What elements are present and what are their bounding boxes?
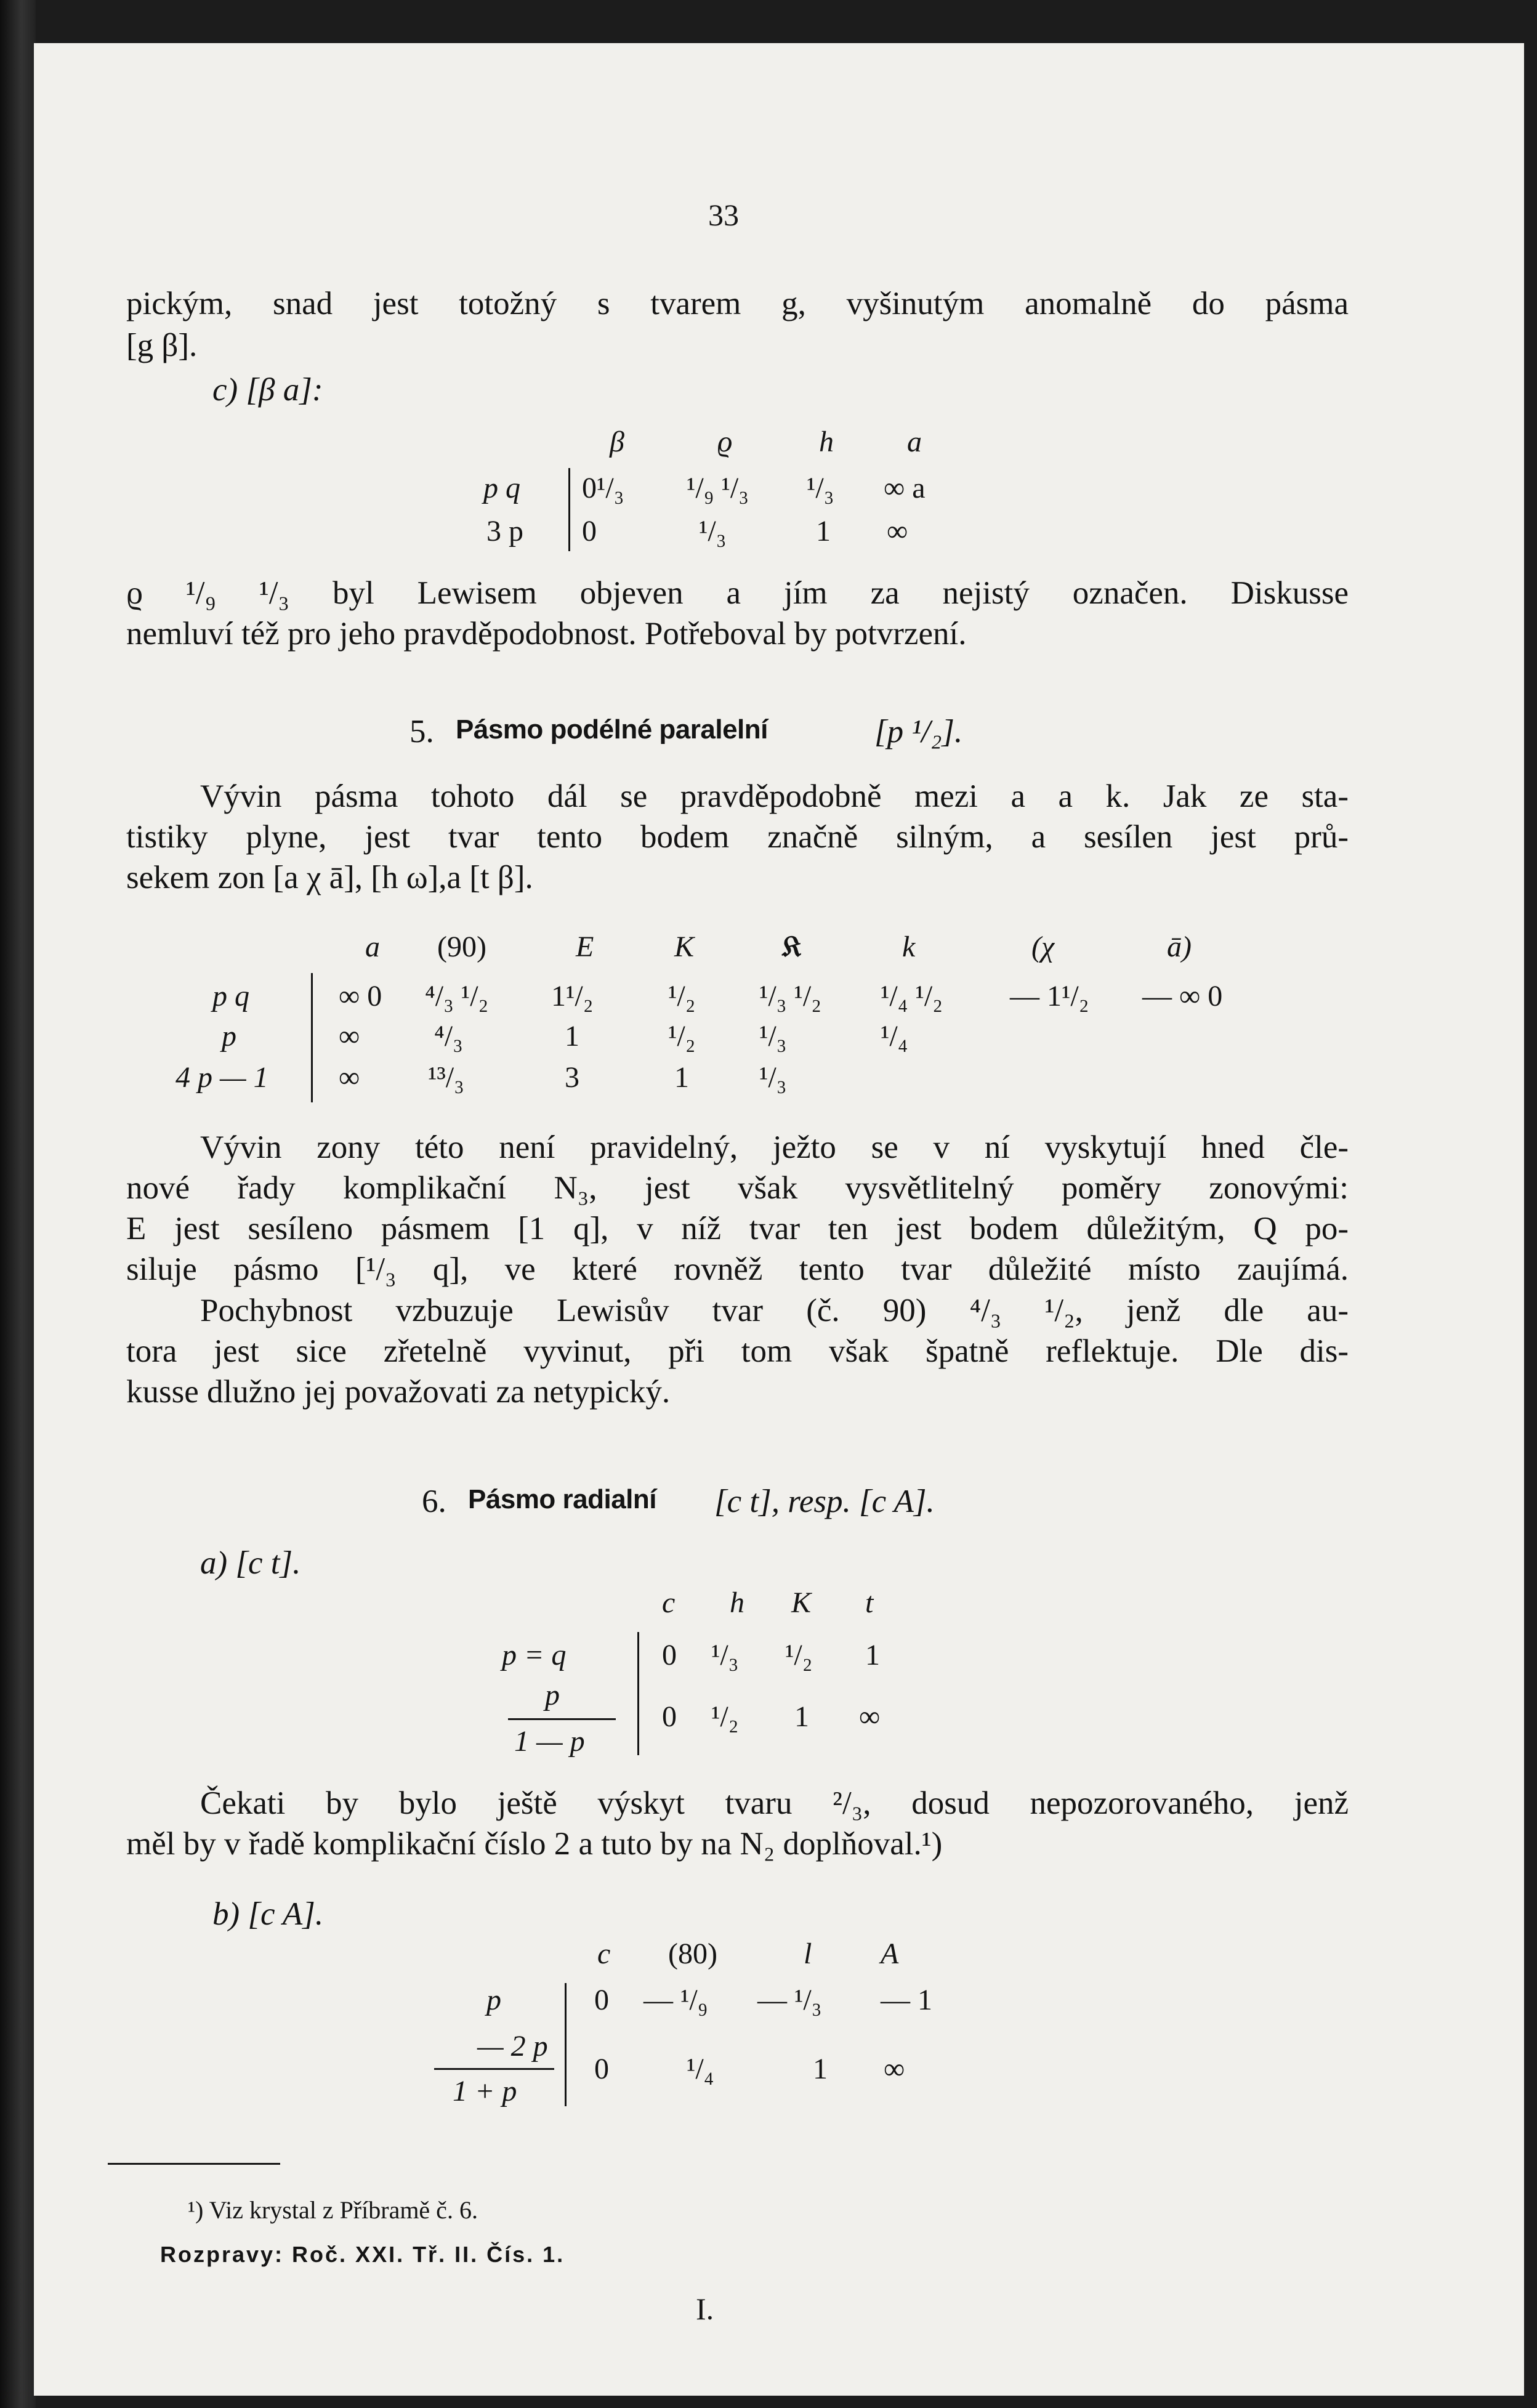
page-number: 33 [708,198,739,232]
lewis-paragraph [126,573,1349,654]
document-page [34,43,1524,2396]
table-header: K [791,1586,812,1619]
footnote: ¹) Viz krystal z Příbramě č. 6. [188,2196,478,2224]
table-header: h [819,426,834,458]
fraction-numerator: p [545,1679,560,1711]
table-rule [568,468,570,551]
table-cell: ¹/₃ [711,1639,739,1671]
text-line: Čekati by bylo ještě výskyt tvaru ²/₃, dosud nepozorovaného, jenž [200,1785,1349,1821]
cekati-paragraph [126,1783,1349,1864]
text-line: pickým, snad jest totožný s tvarem g, vyšinutým anomalně do pásma [126,286,1349,321]
table-cell: ⁴/₃ [434,1020,463,1052]
fraction-bar [434,2068,554,2070]
footnote-rule [108,2163,280,2165]
table-header: c [597,1937,611,1970]
text-line: [g β]. [126,328,198,363]
table-cell: ∞ 0 [339,980,382,1012]
text-line: ϱ ¹/₉ ¹/₃ byl Lewisem objeven a jím za nejistý označen. Diskusse [126,575,1349,611]
table-cell: ¹/₂ [785,1639,813,1671]
table-cell: ¹/₃ [699,515,727,547]
table-header: l [804,1937,812,1970]
section-heading: Pásmo podélné paralelní [456,714,768,745]
section-symbol: [p ¹/₂]. [874,714,963,749]
table-cell: 1 [674,1061,689,1094]
fraction-numerator: — 2 p [477,2030,548,2063]
text-line: siluje pásmo [¹/₃ q], ve které rovněž tento tvar důležité místo zaujímá. [126,1251,1349,1287]
book-spine-shadow [0,0,36,2408]
table-cell: 0 [594,2053,609,2085]
table-header: a [907,426,922,458]
fraction-bar [508,1718,616,1720]
table-header: h [730,1586,744,1619]
table-cell: 0 [662,1639,677,1671]
imprint-line: Rozpravy: Roč. XXI. Tř. II. Čís. 1. [160,2242,565,2267]
text-line: měl by v řadě komplikační číslo 2 a tuto by na N₂ doplňoval.¹) [126,1826,943,1862]
text-line: tora jest sice zřetelně vyvinut, při tom však špatně reflektuje. Dle dis- [126,1333,1349,1369]
table-cell: 0¹/₃ [582,472,624,504]
signature-mark: I. [696,2292,714,2326]
table-cell: ∞ a [884,472,926,504]
table-cell: — ∞ 0 [1142,980,1223,1012]
row-label: 3 p [486,515,523,547]
table-cell: ¹/₄ ¹/₂ [881,980,943,1012]
table-header: ϱ [717,426,733,458]
fraction-denominator: 1 + p [453,2075,517,2107]
row-label: p [222,1020,236,1052]
section-number: 6. [422,1484,446,1519]
table-cell: ¹³/₃ [428,1061,464,1094]
text-line: Vývin zony této není pravidelný, ježto se v ní vyskytují hned čle- [200,1129,1349,1165]
table-header: t [865,1586,874,1619]
section-label: b) [c A]. [212,1896,324,1932]
table-cell: ¹/₃ [807,472,834,504]
table-header: ā) [1167,931,1192,963]
text-line: Pochybnost vzbuzuje Lewisův tvar (č. 90) ⁴/₃ ¹/₂, jenž dle au- [200,1293,1349,1328]
table-header: A [881,1937,899,1970]
table-cell: 0 [582,515,597,547]
table-header: (χ [1031,931,1055,963]
table-cell: — ¹/₃ [757,1984,822,2016]
row-label: p q [483,472,520,504]
row-label: p = q [502,1639,567,1671]
table-cell: ¹/₃ [759,1020,787,1052]
table-cell: ¹/₃ ¹/₂ [759,980,821,1012]
table-cell: ¹/₂ [668,1020,696,1052]
row-label: p [486,1984,501,2016]
table-rule [565,1983,567,2106]
text-line: sekem zon [a χ ā], [h ω],a [t β]. [126,860,533,895]
section-symbol: [c t], resp. [c A]. [714,1484,935,1519]
text-line: E jest sesíleno pásmem [1 q], v níž tvar ten jest bodem důležitým, Q po- [126,1211,1349,1246]
vyvin-paragraph [126,776,1349,898]
table-rule [637,1632,639,1755]
table-cell: 0 [662,1700,677,1733]
table-cell: 1 [865,1639,880,1671]
fraction-denominator: 1 — p [514,1725,585,1758]
table-rule [311,973,313,1102]
table-header: E [576,931,594,963]
table-cell: ¹/₂ [668,980,696,1012]
table-header: (80) [668,1937,717,1970]
table-cell: 1 [813,2053,828,2085]
table-cell: 1 [794,1700,809,1733]
section-number: 5. [409,714,434,749]
table-cell: 1 [816,515,831,547]
table-cell: — 1¹/₂ [1010,980,1089,1012]
table-header: c [662,1586,676,1619]
table-cell: 1 [565,1020,579,1052]
section-label: c) [β a]: [212,372,323,408]
text-line: kusse dlužno jej považovati za netypický. [126,1374,671,1410]
section-label: a) [c t]. [200,1545,301,1581]
table-header: β [610,426,624,458]
table-cell: ∞ [887,515,908,547]
table-cell: 3 [565,1061,579,1094]
intro-paragraph [126,283,1349,324]
table-header: 𝔎 [782,931,802,963]
table-cell: ¹/₉ ¹/₃ [687,472,749,504]
table-cell: 0 [594,1984,609,2016]
table-cell: 1¹/₂ [551,980,594,1012]
text-line: tistiky plyne, jest tvar tento bodem značně silným, a sesílen jest prů- [126,819,1349,855]
table-cell: ¹/₂ [711,1700,739,1733]
text-line: Vývin pásma tohoto dál se pravděpodobně mezi a a k. Jak ze sta- [200,778,1349,814]
table-header: a [365,931,380,963]
table-cell: — 1 [881,1984,932,2016]
zony-paragraph [126,1127,1349,1290]
text-line: nemluví též pro jeho pravděpodobnost. Potřeboval by potvrzení. [126,616,967,652]
table-header: K [674,931,695,963]
row-label: 4 p — 1 [175,1061,268,1094]
table-cell: — ¹/₉ [643,1984,708,2016]
table-cell: ⁴/₃ ¹/₂ [425,980,489,1012]
table-cell: ∞ [859,1700,881,1733]
table-cell: ∞ [884,2053,905,2085]
table-cell: ¹/₄ [687,2053,714,2085]
text-line: nové řady komplikační N₃, jest však vysvětlitelný poměry zonovými: [126,1170,1349,1206]
table-cell: ¹/₄ [881,1020,908,1052]
pochybnost-paragraph [126,1290,1349,1412]
table-cell: ∞ [339,1061,360,1094]
table-cell: ∞ [339,1020,360,1052]
table-header: k [902,931,916,963]
section-heading: Pásmo radialní [468,1484,657,1514]
table-cell: ¹/₃ [759,1061,787,1094]
row-label: p q [212,980,249,1012]
table-header: (90) [437,931,486,963]
